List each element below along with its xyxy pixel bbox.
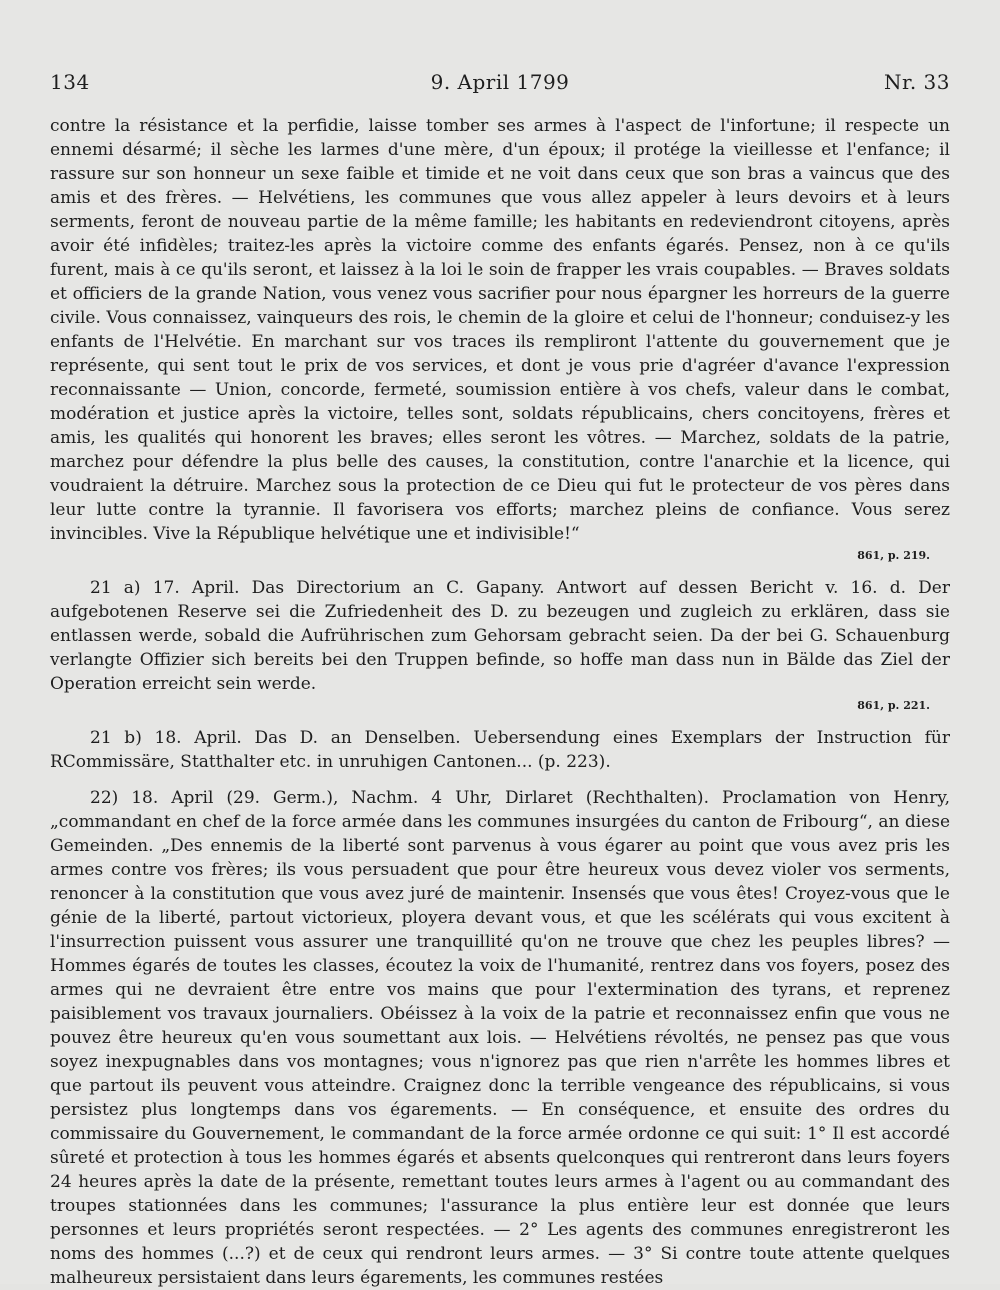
- page-number: 134: [50, 70, 90, 94]
- entry-21b: 21 b) 18. April. Das D. an Denselben. Uebersendung eines Exemplars der Instruction für RCommissäre, Statthalter etc. in unruhigen Cantonen... (p. 223).: [50, 728, 950, 772]
- page-header: [50, 70, 950, 100]
- entry-22: 22) 18. April (29. Germ.), Nachm. 4 Uhr, Dirlaret (Rechthalten). Proclamation von Henry, „commandant en chef de la force armée dans les communes insurgées du canton de Fribourg“, an diese Gemeinden. „Des ennemis de la liberté sont parvenus à vous égarer au point que vous avez pris les armes contre vos frères; ils vous persuadent que pour être heureux vous devez violer vos serments, renoncer à la constitution que vous avez juré de maintenir. Insensés que vous êtes! Croyez-vous que le génie de la liberté, partout victorieux, ployera devant vous, et que les scélérats qui vous excitent à l'insurrection puissent vous assurer une tranquillité qu'on ne trouve que chez les peuples libres? — Hommes égarés de toutes les classes, écoutez la voix de l'humanité, rentrez dans vos foyers, posez des armes qui ne devraient être entre vos mains que pour l'extermination des tyrans, et reprenez paisiblement vos travaux journaliers. Obéissez à la voix de la patrie et reconnaissez enfin que vous ne pouvez être heureux qu'en vous soumettant aux lois. — Helvétiens révoltés, ne pensez pas que vous soyez inexpugnables dans vos montagnes; vous n'ignorez pas que rien n'arrête les hommes libres et que partout ils peuvent vous atteindre. Craignez donc la terrible vengeance des républicains, si vous persistez plus longtemps dans vos égarements. — En conséquence, et ensuite des ordres du commissaire du Gouvernement, le commandant de la force armée ordonne ce qui suit: 1° Il est accordé sûreté et protection à tous les hommes égarés et absents quelconques qui rentreront dans leurs foyers 24 heures après la date de la présente, remettant toutes leurs armes à l'agent ou au commandant des troupes stationnées dans les communes; l'assurance la plus entière leur est donnée que leurs personnes et leurs propriétés seront respectées. — 2° Les agents des communes enregistreront les noms des hommes (...?) et de ceux qui rendront leurs armes. — 3° Si contre toute attente quelques malheureux persistaient dans leurs égarements, les communes restées: [50, 788, 950, 1288]
- document-number: Nr. 33: [883, 70, 950, 94]
- page-body: [50, 114, 950, 1290]
- intro-source-reference: 861, p. 219.: [857, 549, 930, 562]
- header-date: 9. April 1799: [430, 70, 570, 94]
- entry-21a-source-reference: 861, p. 221.: [857, 699, 930, 712]
- entry-21a: 21 a) 17. April. Das Directorium an C. Gapany. Antwort auf dessen Bericht v. 16. d. Der aufgebotenen Reserve sei die Zufriedenheit des D. zu bezeugen und zugleich zu erklären, dass sie entlassen werde, sobald die Aufrührischen zum Gehorsam gebracht seien. Da der bei G. Schauenburg verlangte Offizier sich bereits bei den Truppen befinde, so hoffe man dass nun in Bälde das Ziel der Operation erreicht sein werde.: [50, 578, 950, 694]
- intro-paragraph: contre la résistance et la perfidie, laisse tomber ses armes à l'aspect de l'infortune; il respecte un ennemi désarmé; il sèche les larmes d'une mère, d'un époux; il protége la vieillesse et l'enfance; il rassure sur son honneur un sexe faible et timide et ne voit dans ceux que son bras a vaincus que des amis et des frères. — Helvétiens, les communes que vous allez appeler à leurs devoirs et à leurs serments, feront de nouveau partie de la même famille; les habitants en redeviendront citoyens, après avoir été infidèles; traitez-les après la victoire comme des enfants égarés. Pensez, non à ce qu'ils furent, mais à ce qu'ils seront, et laissez à la loi le soin de frapper les vrais coupables. — Braves soldats et officiers de la grande Nation, vous venez vous sacrifier pour nous épargner les horreurs de la guerre civile. Vous connaissez, vainqueurs des rois, le chemin de la gloire et celui de l'honneur; conduisez-y les enfants de l'Helvétie. En marchant sur vos traces ils rempliront l'attente du gouvernement que je représente, qui sent tout le prix de vos services, et dont je vous prie d'agréer d'avance l'expression reconnaissante — Union, concorde, fermeté, soumission entière à vos chefs, valeur dans le combat, modération et justice après la victoire, telles sont, soldats républicains, chers concitoyens, frères et amis, les qualités qui honorent les braves; elles seront les vôtres. — Marchez, soldats de la patrie, marchez pour défendre la plus belle des causes, la constitution, contre l'anarchie et la licence, qui voudraient la détruire. Marchez sous la protection de ce Dieu qui fut le protecteur de vos pères dans leur lutte contre la tyrannie. Il favorisera vos efforts; marchez pleins de confiance. Vous serez invincibles. Vive la République helvétique une et indivisible!“: [50, 116, 950, 544]
